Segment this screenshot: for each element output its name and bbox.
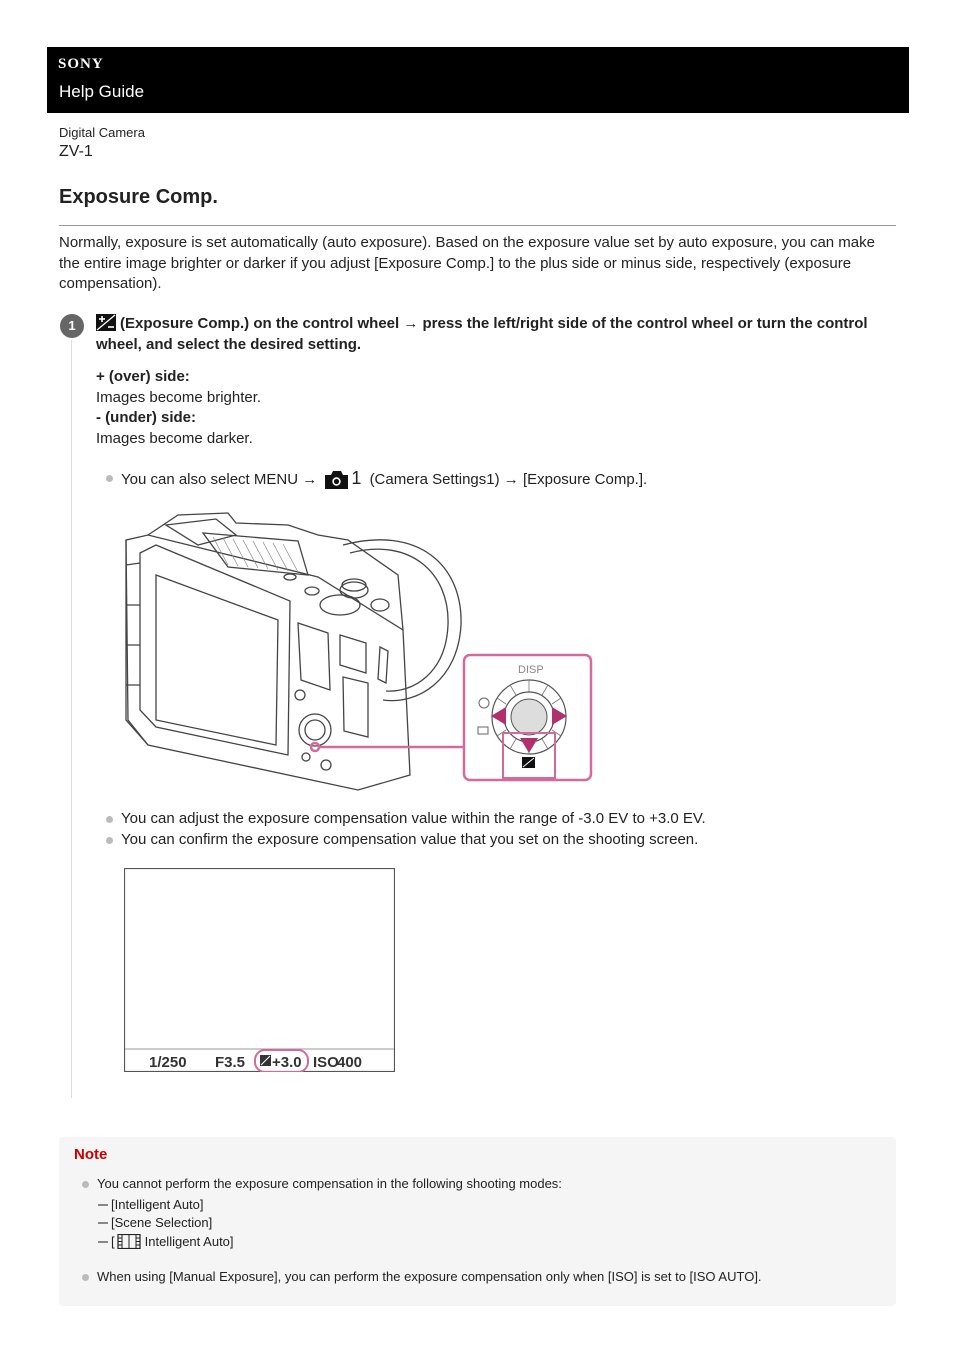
disp-label: DISP: [518, 664, 544, 676]
under-side-text: Images become darker.: [96, 429, 253, 447]
tip-confirm: [121, 830, 698, 850]
step-vertical-line: [71, 340, 72, 1098]
over-side-label: + (over) side:: [96, 368, 190, 385]
tip-range: [121, 809, 706, 829]
note-box: [59, 1137, 896, 1306]
help-guide-title[interactable]: Help Guide: [59, 82, 145, 101]
intro-paragraph: Normally, exposure is set automatically (auto exposure). Based on the exposure value set by auto exposure, you can make the entire image brighter or darker if you adjust [Exposure Comp.] to the plus side or minus side, respectively (exposure compensation).: [59, 234, 875, 292]
menu-tip: [121, 468, 647, 490]
iso-value-readout: 400: [337, 1054, 363, 1071]
note-item-text: When using [Manual Exposure], you can perform the exposure compensation only when [ISO] is set to [ISO AUTO].: [97, 1269, 762, 1284]
exposure-comp-icon: [96, 314, 116, 331]
step-instruction: [96, 314, 886, 355]
note-sub-text: [Intelligent Auto]: [111, 1197, 204, 1212]
exposure-comp-readout: +3.0: [272, 1054, 302, 1071]
shutter-speed-readout: 1/250: [149, 1054, 187, 1071]
bullet-dot: [82, 1274, 89, 1281]
title-divider: [59, 225, 896, 226]
note-sub-text: [Scene Selection]: [111, 1215, 213, 1230]
note-sub-item: [111, 1196, 204, 1214]
step-instruction-text: (Exposure Comp.) on the control wheel → press the left/right side of the control wheel or turn the control wheel, and select the desired setting.: [96, 315, 868, 353]
over-side-text: Images become brighter.: [96, 388, 262, 406]
site-header: [47, 47, 909, 113]
menu-tip-pre: You can also select MENU →: [121, 471, 318, 488]
breadcrumb-model: ZV-1: [59, 143, 93, 160]
page-title: Exposure Comp.: [59, 186, 218, 208]
sony-logo: SONY: [58, 56, 104, 72]
bullet-dot: [106, 837, 113, 844]
dash-marker: [98, 1204, 108, 1206]
camera-settings-number: 1: [351, 468, 362, 488]
movie-film-icon: [117, 1234, 141, 1249]
bullet-dot: [82, 1181, 89, 1188]
note-title: Note: [74, 1146, 108, 1163]
aperture-readout: F3.5: [215, 1054, 246, 1071]
note-item: [97, 1268, 762, 1286]
breadcrumb-category: Digital Camera: [59, 125, 145, 140]
step-details: [96, 367, 261, 449]
bullet-dot: [106, 475, 113, 482]
menu-tip-post: (Camera Settings1) → [Exposure Comp.].: [369, 471, 648, 488]
note-sub-text-post: Intelligent Auto]: [144, 1234, 234, 1249]
note-sub-text-pre: [: [111, 1234, 115, 1249]
bullet-dot: [106, 816, 113, 823]
note-sub-item: [111, 1214, 212, 1232]
note-item: [97, 1175, 562, 1193]
tip-confirm-text: You can confirm the exposure compensation value that you set on the shooting screen.: [121, 831, 699, 848]
dash-marker: [98, 1222, 108, 1224]
under-side-label: - (under) side:: [96, 409, 196, 426]
note-item-text: You cannot perform the exposure compensation in the following shooting modes:: [97, 1176, 562, 1191]
iso-label: ISO: [313, 1054, 339, 1071]
note-sub-item: [111, 1233, 234, 1251]
dash-marker: [98, 1241, 108, 1243]
camera-control-wheel-figure: [118, 505, 596, 795]
shooting-screen-figure: [124, 868, 395, 1072]
step-number-badge: 1: [60, 314, 84, 338]
tip-range-text: You can adjust the exposure compensation value within the range of -3.0 EV to +3.0 EV.: [121, 810, 706, 827]
